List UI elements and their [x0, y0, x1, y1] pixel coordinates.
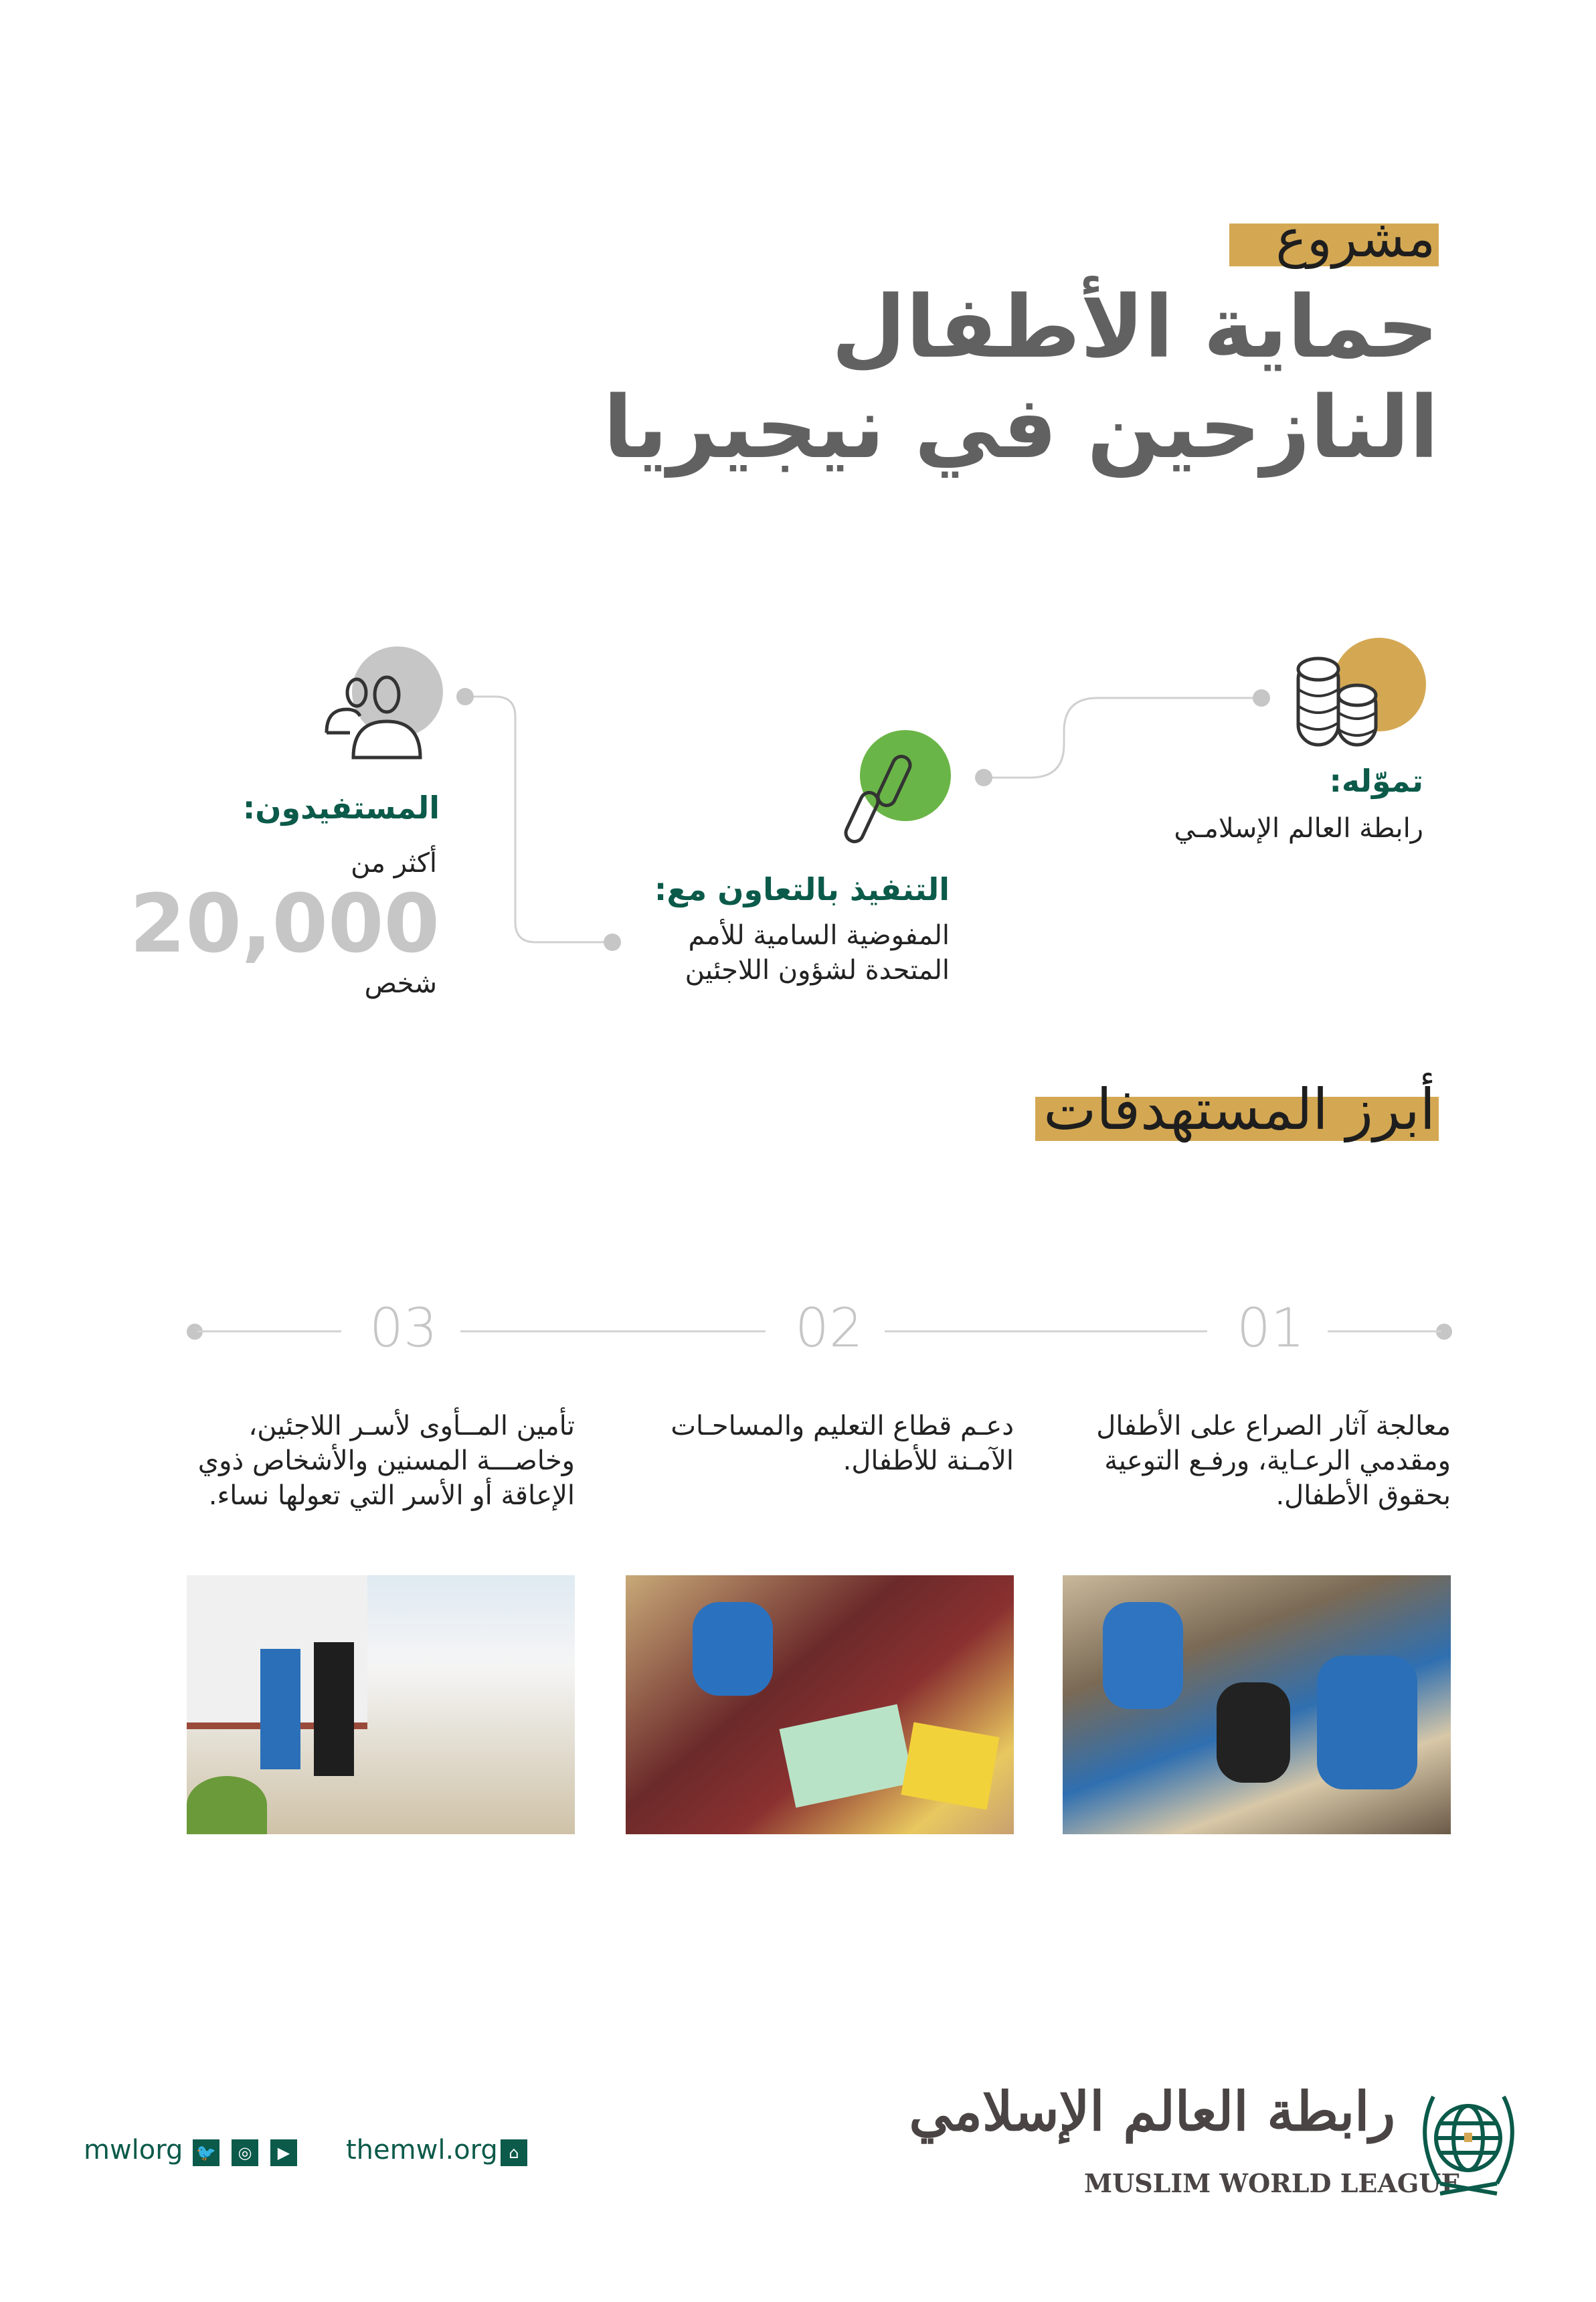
website-link[interactable]: themwl.org: [346, 2135, 498, 2165]
target-text-01: معالجة آثار الصراع على الأطفال ومقدمي الرعـاية، ورفـع التوعية بحقوق الأطفال.: [1096, 1411, 1451, 1511]
step-number-01: 01: [1237, 1297, 1305, 1359]
section-title: أبرز المستهدفات: [1043, 1077, 1435, 1142]
logo-english: MUSLIM WORLD LEAGUE: [1084, 2168, 1461, 2198]
funding-value: رابطة العالم الإسلامـي: [1174, 813, 1423, 844]
social-handle[interactable]: mwlorg: [84, 2135, 183, 2165]
step-number-02: 02: [795, 1297, 863, 1359]
timeline-line: [197, 1330, 341, 1332]
kicker: مشروع: [1275, 209, 1435, 269]
implementation-line-1: المفوضية السامية للأمم: [688, 920, 950, 951]
photo-children-session: [1063, 1575, 1451, 1834]
instagram-icon[interactable]: ◎: [232, 2139, 258, 2166]
twitter-icon[interactable]: 🐦: [193, 2139, 219, 2166]
timeline-line: [460, 1330, 766, 1332]
coins-icon: [1295, 652, 1402, 753]
timeline-line: [1328, 1330, 1441, 1332]
timeline-line: [885, 1330, 1207, 1332]
youtube-icon[interactable]: ▶: [270, 2139, 297, 2166]
photo-education-activity: [626, 1575, 1014, 1834]
people-icon: [320, 669, 427, 763]
target-text-02: دعـم قطاع التعليم والمساحـات الآمـنة للأطفال.: [671, 1411, 1014, 1476]
implementation-label: التنفيذ بالتعاون مع:: [654, 871, 950, 907]
home-icon[interactable]: ⌂: [501, 2139, 527, 2166]
implementation-line-2: المتحدة لشؤون اللاجئين: [685, 955, 950, 986]
step-number-03: 03: [369, 1297, 438, 1359]
title-line-1: حماية الأطفال: [831, 278, 1439, 377]
beneficiaries-count: 20,000: [129, 878, 440, 971]
beneficiaries-label: المستفيدون:: [242, 790, 440, 826]
title-line-2: النازحين في نيجيريا: [603, 378, 1439, 478]
beneficiaries-suffix: شخص: [364, 968, 437, 999]
mwl-emblem-icon: [1413, 2083, 1524, 2197]
handshake-link-icon: [833, 749, 934, 850]
target-text-03: تأمين المــأوى لأسـر اللاجئين، وخاصـــة المسنين والأشخاص ذوي الإعاقة أو الأسر التي تعولها نساء.: [197, 1411, 575, 1511]
beneficiaries-prefix: أكثر من: [351, 848, 437, 879]
funding-label: تموّله:: [1329, 763, 1423, 799]
logo-arabic: رابطة العالم الإسلامي: [909, 2080, 1395, 2143]
photo-shelter: [187, 1575, 575, 1834]
